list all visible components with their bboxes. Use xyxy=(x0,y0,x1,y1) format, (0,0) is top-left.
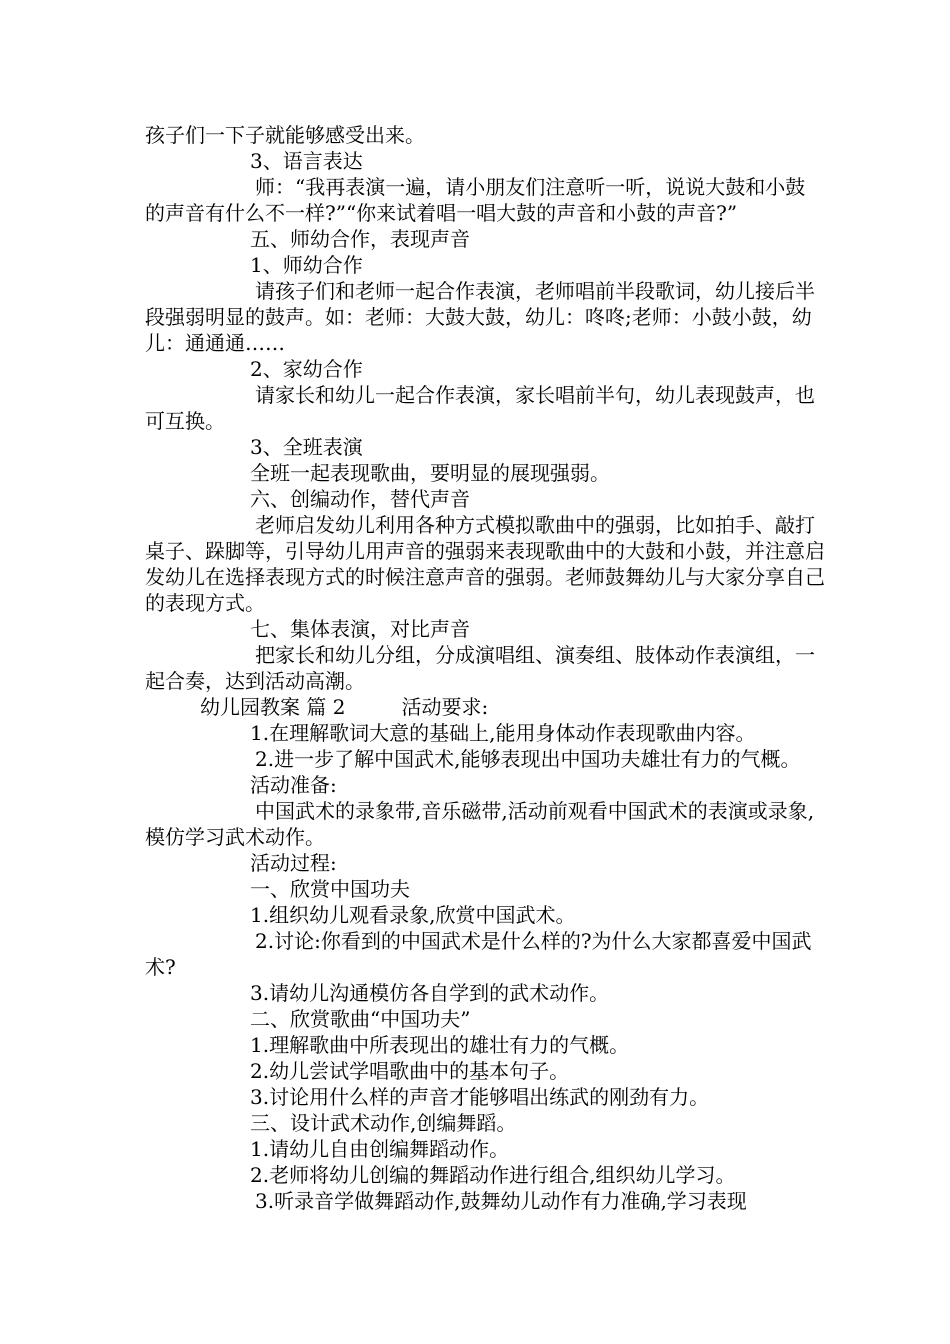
paragraph: 中国武术的录象带,音乐磁带,活动前观看中国武术的表演或录象,模仿学习武术动作。 xyxy=(145,799,815,849)
list-item: 2.讨论:你看到的中国武术是什么样的?为什么大家都喜爱中国武术? xyxy=(145,929,812,979)
list-item: 2.老师将幼儿创编的舞蹈动作进行组合,组织幼儿学习。 xyxy=(250,1163,736,1187)
section-heading: 三、设计武术动作,创编舞蹈。 xyxy=(250,1111,517,1135)
document-body xyxy=(145,122,825,1214)
paragraph: 把家长和幼儿分组，分成演唱组、演奏组、肢体动作表演组，一起合奏，达到活动高潮。 xyxy=(145,643,815,693)
list-item: 1.请幼儿自由创编舞蹈动作。 xyxy=(250,1137,510,1161)
subheading: 2、家幼合作 xyxy=(250,357,363,381)
list-item: 1.在理解歌词大意的基础上,能用身体动作表现歌曲内容。 xyxy=(250,721,756,745)
section-heading: 六、创编动作，替代声音 xyxy=(250,487,470,511)
list-item: 2.进一步了解中国武术,能够表现出中国功夫雄壮有力的气概。 xyxy=(255,747,801,771)
paragraph: 全班一起表现歌曲，要明显的展现强弱。 xyxy=(250,461,610,485)
subheading: 3、全班表演 xyxy=(250,435,363,459)
paragraph: 老师启发幼儿利用各种方式模拟歌曲中的强弱，比如拍手、敲打桌子、跺脚等，引导幼儿用声音的强弱来表现歌曲中的大鼓和小鼓，并注意启发幼儿在选择表现方式的时候注意声音的强弱。老师鼓舞幼儿与大家分享自己的表现方式。 xyxy=(145,513,825,615)
subheading: 活动过程: xyxy=(250,851,337,875)
section-heading: 五、师幼合作，表现声音 xyxy=(250,227,470,251)
subheading: 1、师幼合作 xyxy=(250,253,363,277)
list-item: 2.幼儿尝试学唱歌曲中的基本句子。 xyxy=(250,1059,570,1083)
paragraph: 请家长和幼儿一起合作表演，家长唱前半句，幼儿表现鼓声，也可互换。 xyxy=(145,383,815,433)
subheading: 3、语言表达 xyxy=(250,149,363,173)
section-heading: 二、欣赏歌曲“中国功夫” xyxy=(250,1007,471,1031)
paragraph: 请孩子们和老师一起合作表演，老师唱前半段歌词，幼儿接后半段强弱明显的鼓声。如：老师：大鼓大鼓，幼儿：咚咚;老师：小鼓小鼓，幼儿：通通通…… xyxy=(145,279,815,355)
lesson-title: 幼儿园教案 篇 2 xyxy=(200,695,346,719)
section-heading: 七、集体表演，对比声音 xyxy=(250,617,470,641)
paragraph: 孩子们一下子就能够感受出来。 xyxy=(145,123,425,147)
list-item: 3.请幼儿沟通模仿各自学到的武术动作。 xyxy=(250,981,610,1005)
list-item: 3.听录音学做舞蹈动作,鼓舞幼儿动作有力准确,学习表现 xyxy=(255,1189,747,1213)
section-heading: 一、欣赏中国功夫 xyxy=(250,877,410,901)
list-item: 3.讨论用什么样的声音才能够唱出练武的刚劲有力。 xyxy=(250,1085,710,1109)
list-item: 1.组织幼儿观看录象,欣赏中国武术。 xyxy=(250,903,576,927)
requirements-heading: 活动要求: xyxy=(401,695,489,719)
lesson-title-line xyxy=(145,694,825,720)
paragraph: 师：“我再表演一遍，请小朋友们注意听一听，说说大鼓和小鼓的声音有什么不一样?”“你来试着唱一唱大鼓的声音和小鼓的声音?” xyxy=(145,175,806,225)
list-item: 1.理解歌曲中所表现出的雄壮有力的气概。 xyxy=(250,1033,630,1057)
subheading: 活动准备: xyxy=(250,773,337,797)
